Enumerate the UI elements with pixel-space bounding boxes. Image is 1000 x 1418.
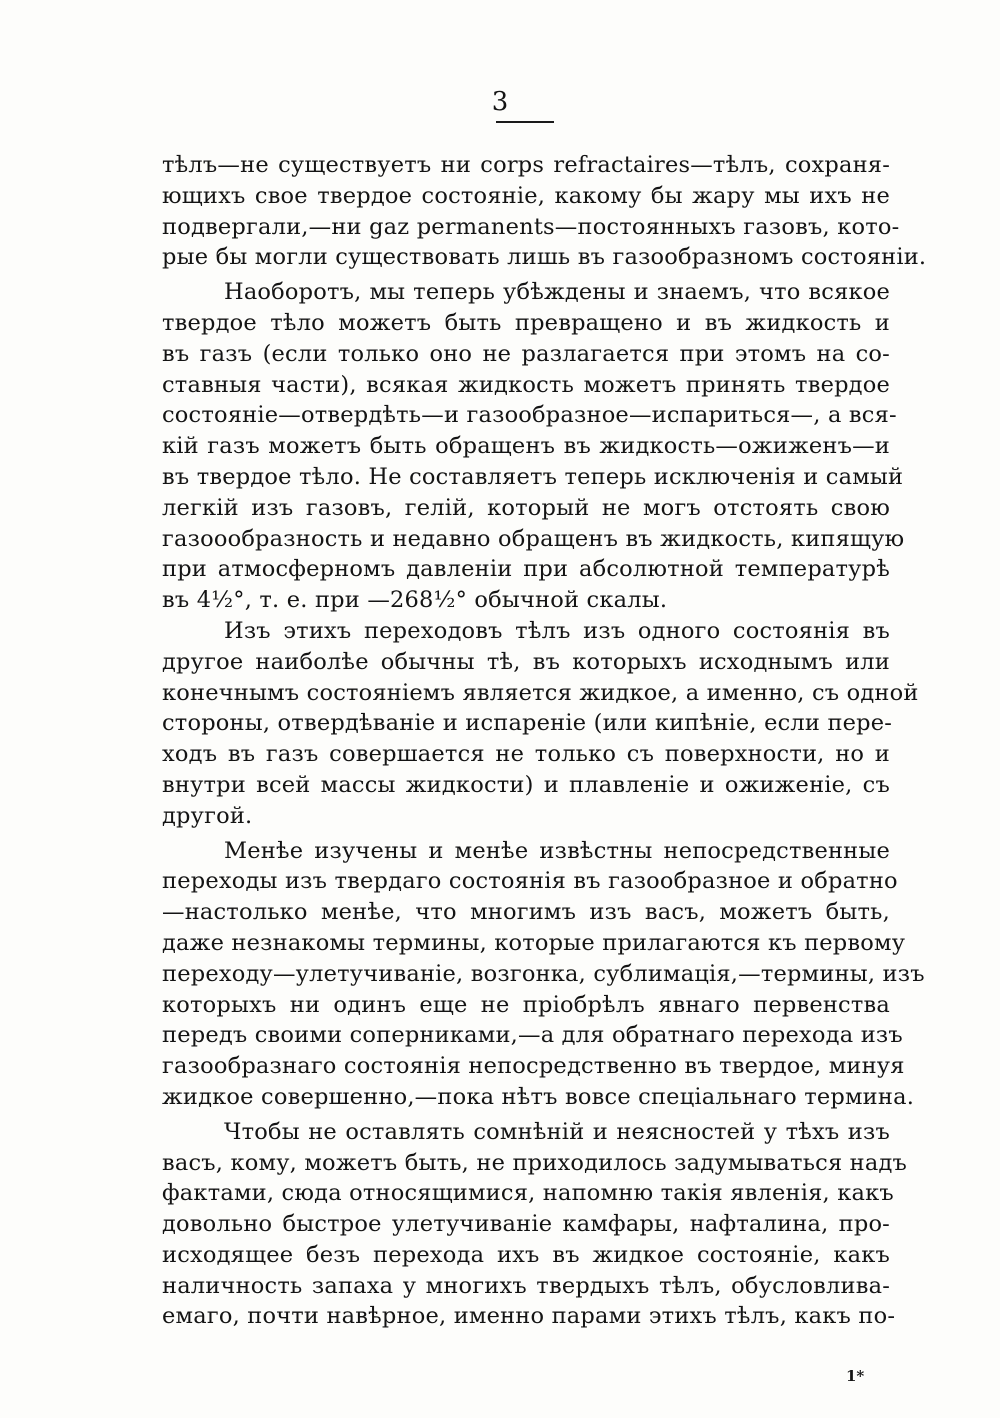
text-line: другой. — [162, 802, 253, 829]
text-line: при атмосферномъ давленіи при абсолютной температурѣ — [162, 556, 890, 583]
page-number: 3 — [491, 87, 509, 117]
text-line: наличность запаха у многихъ твердыхъ тѣлъ, обусловлива- — [162, 1272, 890, 1299]
text-line: Наоборотъ, мы теперь убѣждены и знаемъ, что всякое — [224, 279, 890, 306]
text-line: въ 4½°, т. е. при —268½° обычной скалы. — [162, 587, 668, 614]
text-line: даже незнакомы термины, которые прилагаются къ первому — [162, 929, 906, 956]
text-line: легкій изъ газовъ, гелій, который не могъ отстоять свою — [162, 494, 890, 521]
text-line: емаго, почти навѣрное, именно парами этихъ тѣлъ, какъ по- — [162, 1303, 896, 1330]
text-line: Чтобы не оставлять сомнѣній и неясностей у тѣхъ изъ — [224, 1118, 890, 1145]
text-line: конечнымъ состояніемъ является жидкое, а именно, съ одной — [162, 679, 919, 706]
text-line: твердое тѣло можетъ быть превращено и въ жидкость и — [162, 309, 890, 336]
text-line: передъ своими соперниками,—а для обратнаго перехода изъ — [162, 1022, 903, 1049]
text-line: состояніе—отвердѣть—и газообразное—испариться—, а вся- — [162, 402, 897, 429]
text-line: подвергали,—ни gaz permanents—постоянныхъ газовъ, кото- — [162, 213, 900, 240]
text-line: васъ, кому, можетъ быть, не приходилось задумываться надъ — [162, 1149, 908, 1176]
text-line: Менѣе изучены и менѣе извѣстны непосредственные — [224, 837, 890, 864]
text-line: фактами, сюда относящимися, напомню такія явленія, какъ — [162, 1180, 894, 1207]
text-line: рые бы могли существовать лишь въ газообразномъ состояніи. — [162, 244, 927, 271]
text-line: ставныя части), всякая жидкость можетъ принять твердое — [162, 371, 890, 398]
text-line: которыхъ ни одинъ еще не пріобрѣлъ явнаго первенства — [162, 991, 890, 1018]
text-line: ходъ въ газъ совершается не только съ поверхности, но и — [162, 741, 890, 768]
text-line: кій газъ можетъ быть обращенъ въ жидкость—ожиженъ—и — [162, 433, 890, 460]
text-line: исходящее безъ перехода ихъ въ жидкое состояніе, какъ — [162, 1241, 890, 1268]
text-line: другое наиболѣе обычны тѣ, въ которыхъ исходнымъ или — [162, 648, 890, 675]
text-line: ющихъ свое твердое состояніе, какому бы жару мы ихъ не — [162, 182, 890, 209]
text-line: переходу—улетучиваніе, возгонка, сублимація,—термины, изъ — [162, 960, 925, 987]
text-line: довольно быстрое улетучиваніе камфары, нафталина, про- — [162, 1211, 890, 1238]
text-line: газообразнаго состоянія непосредственно въ твердое, минуя — [162, 1053, 905, 1080]
text-line: —настолько менѣе, что многимъ изъ васъ, можетъ быть, — [162, 899, 890, 926]
body-text — [162, 150, 927, 1332]
signature-mark: 1* — [846, 1367, 865, 1385]
text-line: тѣлъ—не существуетъ ни corps refractaires—тѣлъ, сохраня- — [162, 152, 890, 178]
page-number-underline — [496, 121, 554, 123]
text-line: переходы изъ твердаго состоянія въ газообразное и обратно — [162, 868, 898, 895]
text-line: въ твердое тѣло. Не составляетъ теперь исключенія и самый — [162, 463, 904, 490]
text-line: внутри всей массы жидкости) и плавленіе и ожиженіе, съ — [162, 771, 890, 798]
text-line: въ газъ (если только оно не разлагается при этомъ на со- — [162, 340, 890, 367]
text-line: стороны, отвердѣваніе и испареніе (или кипѣніе, если пере- — [162, 710, 893, 737]
text-line: жидкое совершенно,—пока нѣтъ вовсе спеціальнаго термина. — [162, 1083, 915, 1110]
text-line: Изъ этихъ переходовъ тѣлъ изъ одного состоянія въ — [224, 617, 890, 644]
text-line: газоообразность и недавно обращенъ въ жидкость, кипящую — [162, 525, 905, 552]
